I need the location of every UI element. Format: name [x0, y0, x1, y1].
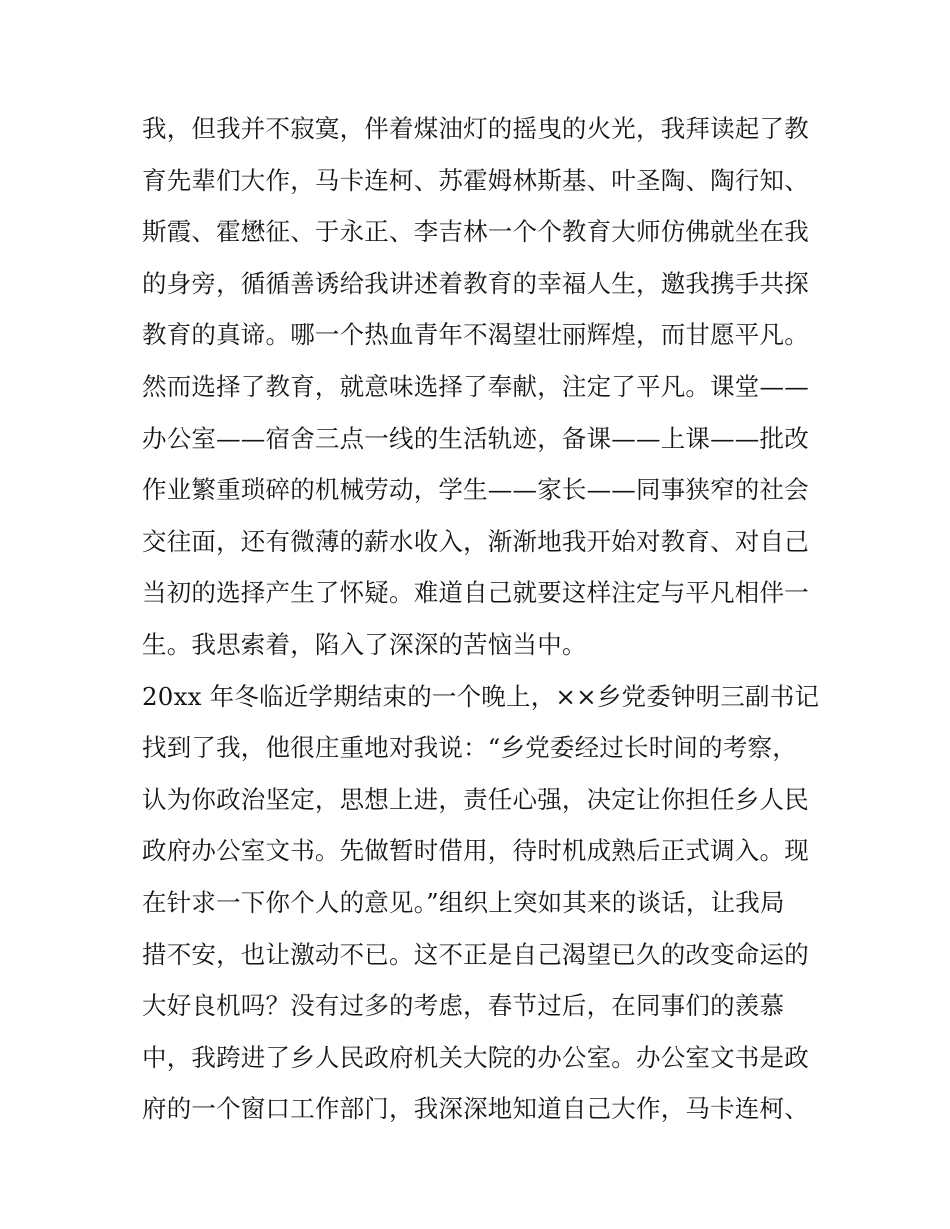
text-line: 政府办公室文书。先做暂时借用，待时机成熟后正式调入。现 [142, 836, 809, 866]
text-line: 当初的选择产生了怀疑。难道自己就要这样注定与平凡相伴一 [142, 578, 809, 608]
body-text [142, 103, 822, 1135]
text-line: 的身旁，循循善诱给我讲述着教育的幸福人生，邀我携手共探 [142, 268, 809, 298]
text-line: 生。我思索着，陷入了深深的苦恼当中。 [142, 629, 587, 659]
text-line: 办公室——宿舍三点一线的生活轨迹，备课——上课——批改 [142, 423, 809, 453]
text-line: 作业繁重琐碎的机械劳动，学生——家长——同事狭窄的社会 [142, 475, 809, 505]
text-line: 大好良机吗？没有过多的考虑，春节过后，在同事们的羡慕 [142, 991, 785, 1021]
text-line: 斯霞、霍懋征、于永正、李吉林一个个教育大师仿佛就坐在我 [142, 217, 809, 247]
text-line: 府的一个窗口工作部门，我深深地知道自己大作，马卡连柯、 [142, 1094, 809, 1124]
text-line: 然而选择了教育，就意味选择了奉献，注定了平凡。课堂—— [142, 371, 809, 401]
text-line: 找到了我，他很庄重地对我说：“乡党委经过长时间的考察， [142, 733, 797, 763]
text-line: 育先辈们大作，马卡连柯、苏霍姆林斯基、叶圣陶、陶行知、 [142, 165, 809, 195]
text-line: 我，但我并不寂寞，伴着煤油灯的摇曳的火光，我拜读起了教 [142, 114, 809, 143]
text-line: 措不安，也让激动不已。这不正是自己渴望已久的改变命运的 [142, 939, 809, 969]
text-line: 中，我跨进了乡人民政府机关大院的办公室。办公室文书是政 [142, 1042, 809, 1072]
text-line: 教育的真谛。哪一个热血青年不渴望壮丽辉煌，而甘愿平凡。 [142, 320, 809, 350]
text-line: 20xx 年冬临近学期结束的一个晚上，××乡党委钟明三副书记 [142, 681, 820, 711]
text-line: 在针求一下你个人的意见。”组织上突如其来的谈话，让我局 [142, 887, 785, 917]
text-line: 认为你政治坚定，思想上进，责任心强，决定让你担任乡人民 [142, 784, 809, 814]
text-line: 交往面，还有微薄的薪水收入，渐渐地我开始对教育、对自己 [142, 526, 809, 556]
